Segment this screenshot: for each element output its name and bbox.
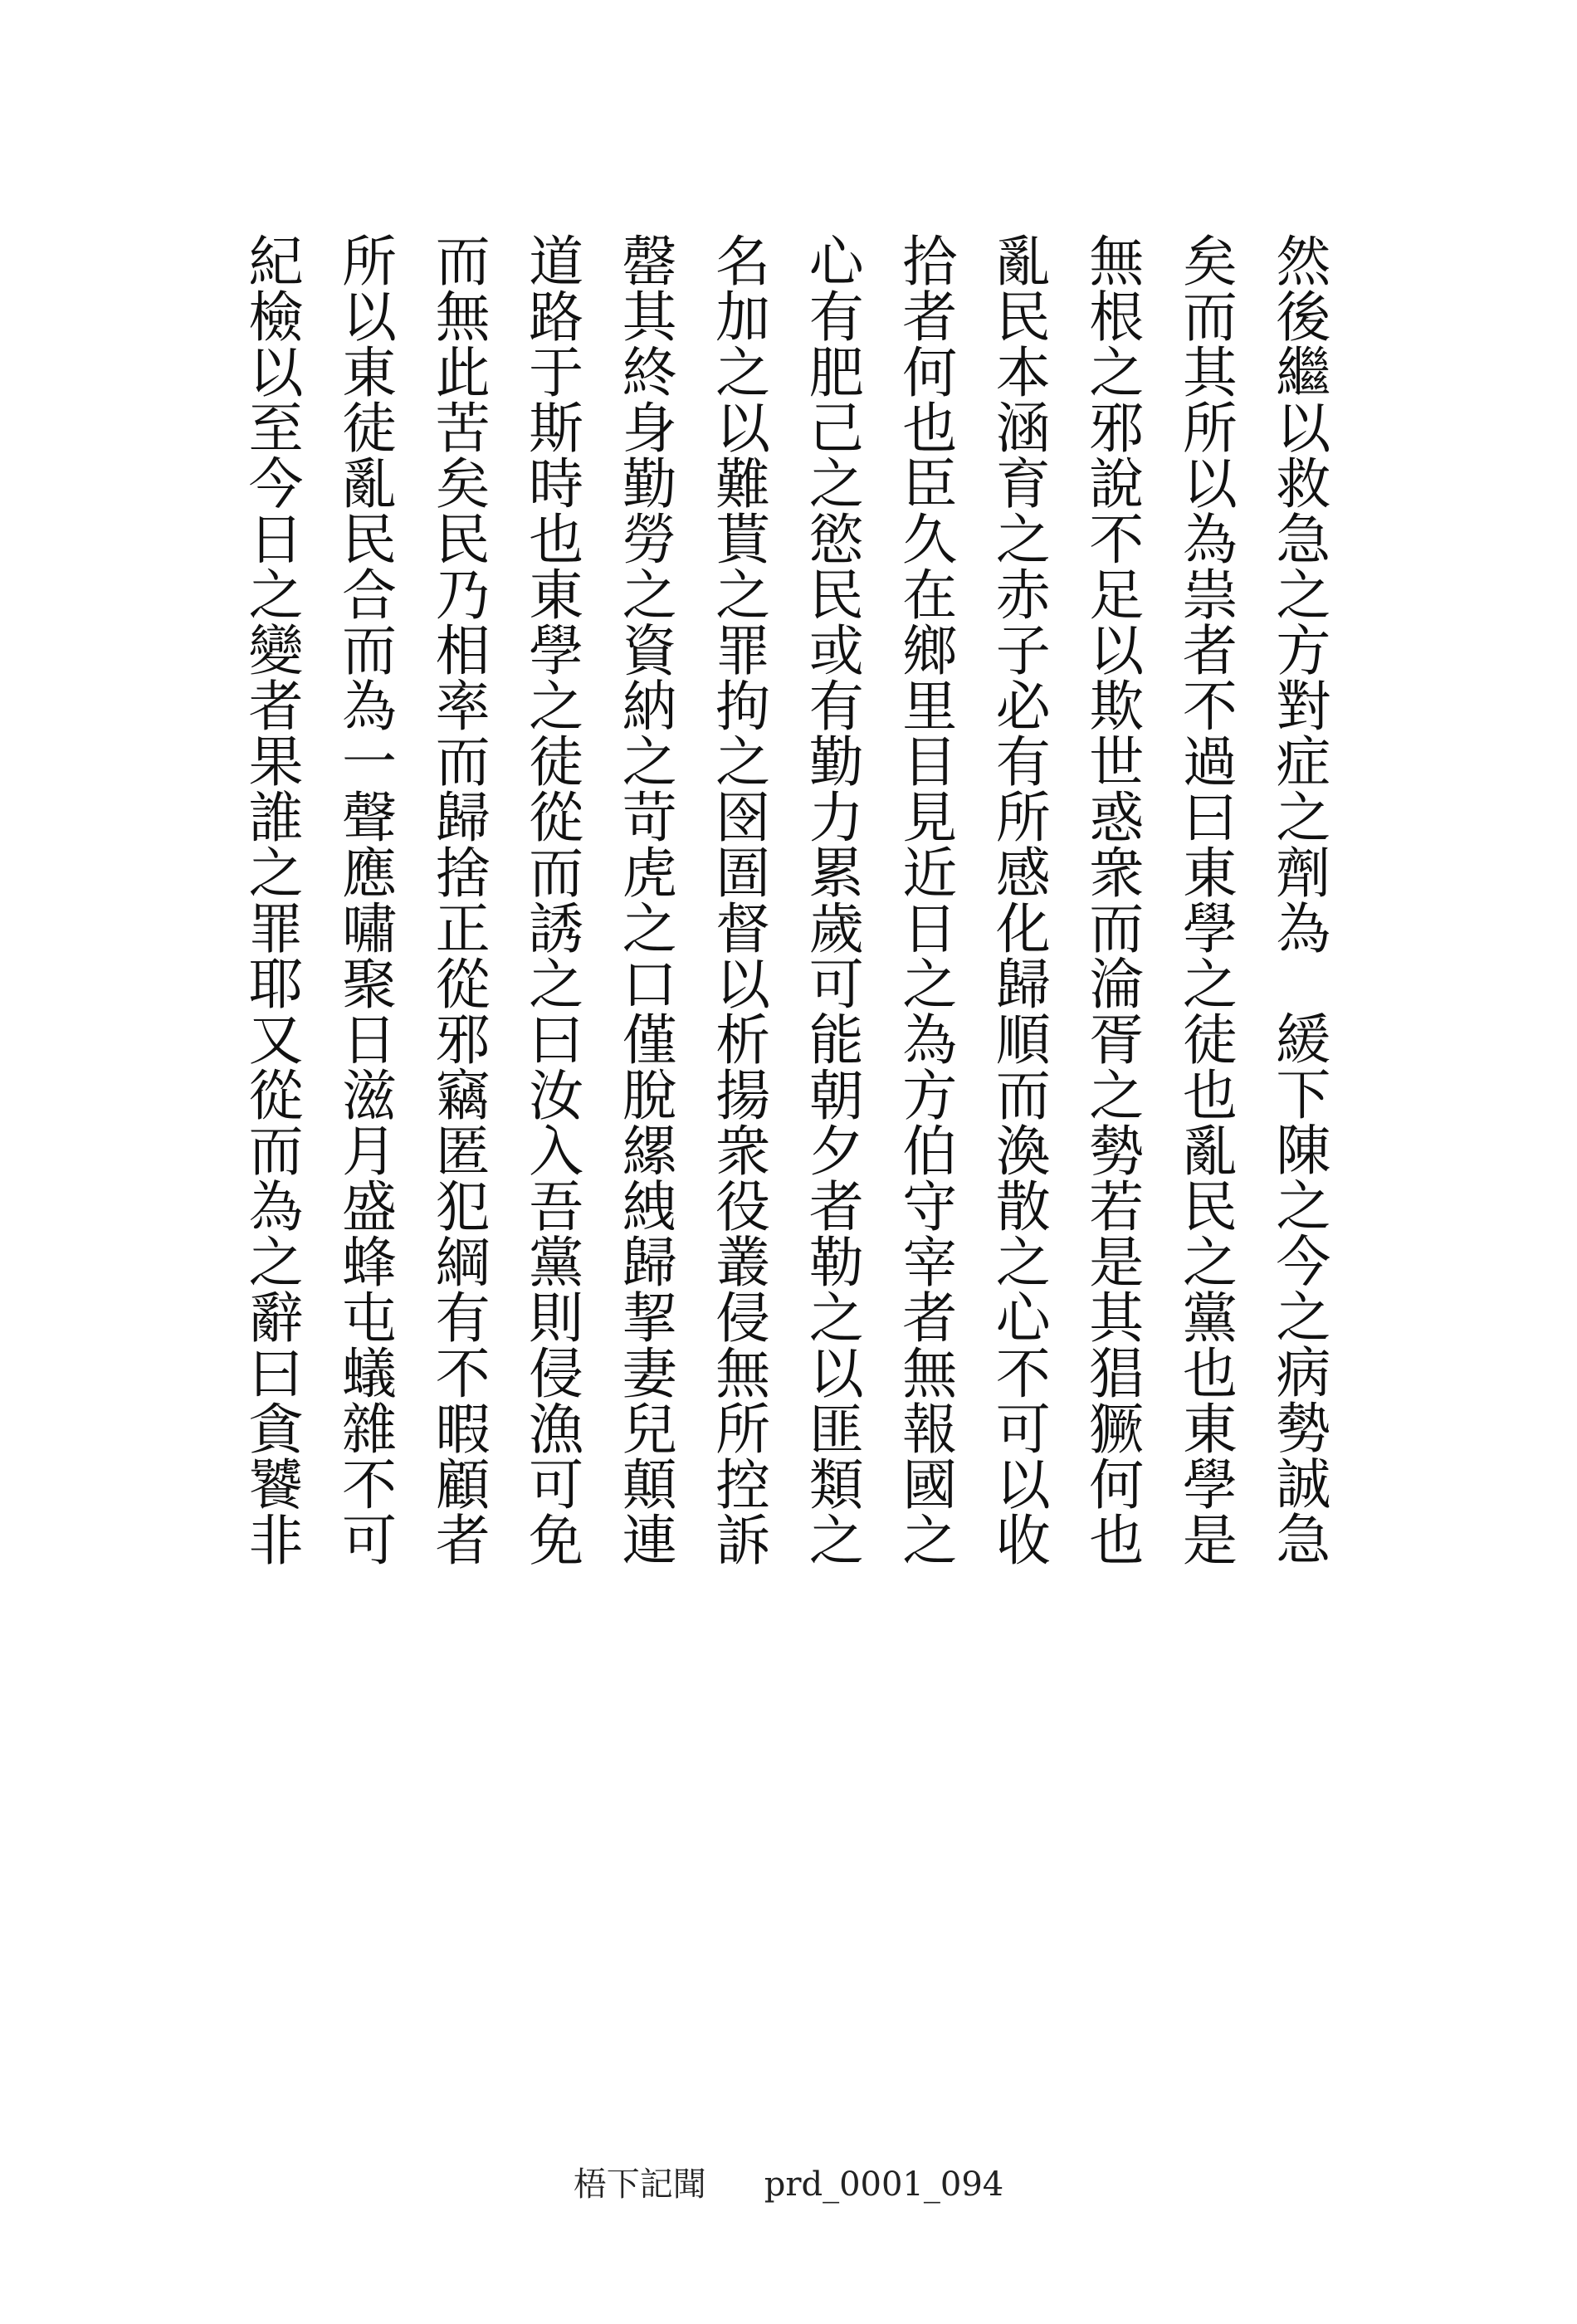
text-column-2: 矣而其所以為祟者不過曰東學之徒也亂民之黨也東學是 — [1173, 232, 1238, 1567]
page-identifier: prd_0001_094 — [764, 2165, 1004, 2204]
column-1-text: 然後繼以救急之方對症之劑為 — [1266, 232, 1330, 955]
text-column-10: 而無此苦矣民乃相率而歸捨正從邪竊匿犯綱有不暇顧者 — [426, 232, 491, 1567]
column-1-continuation: 緩下陳之今之病勢誠急 — [1266, 1010, 1330, 1566]
text-column-1 — [1264, 232, 1332, 1892]
text-column-12: 紀檢以至今日之變者果誰之罪耶又從而為之辭曰貪饕非 — [239, 232, 303, 1567]
text-column-11: 所以東徒亂民合而為一聲應嘯聚日滋月盛蜂屯蟻雜不可 — [332, 232, 397, 1567]
text-column-7: 名加之以難貰之罪拘之囹圄督以析揚衆役叢侵無所控訴 — [706, 232, 770, 1567]
text-column-9: 道路于斯時也東學之徒從而誘之曰汝入吾黨則侵漁可免 — [519, 232, 583, 1567]
text-column-6: 心有肥己之慾民或有勤力累歲可能朝夕者勒之以匪類之 — [799, 232, 864, 1567]
text-column-5: 拾者何也臣久在鄉里目見近日之為方伯守宰者無報國之 — [892, 232, 957, 1567]
vertical-text-block — [237, 232, 1332, 1892]
book-title: 梧下記聞 — [573, 2165, 706, 2204]
text-column-3: 無根之邪說不足以欺世惑衆而淪胥之勢若是其猖獗何也 — [1079, 232, 1144, 1567]
page-footer — [0, 2158, 1577, 2205]
text-column-4: 亂民本涵育之赤子必有所感化歸順而渙散之心不可以收 — [986, 232, 1051, 1567]
text-column-8: 罄其終身勤勞之資納之苛虎之口僅脫縲絏歸挈妻兒顛連 — [613, 232, 677, 1567]
